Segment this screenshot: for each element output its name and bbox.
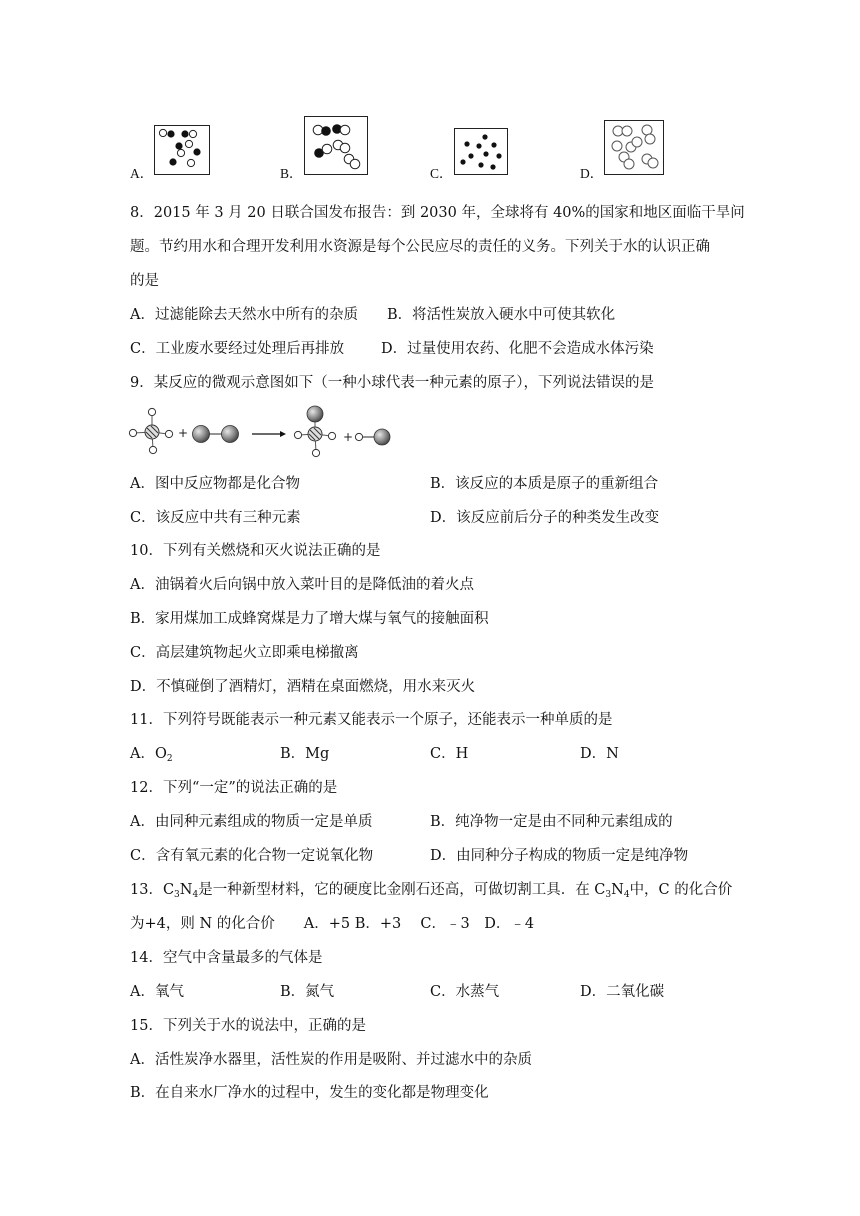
q12-option-b: B．纯净物一定是由不同种元素组成的 (430, 814, 673, 830)
q13-text-5: 中，C 的化合价 (629, 882, 733, 898)
q7-option-a-label: A． (130, 166, 154, 181)
q14-option-d: D．二氧化碳 (580, 984, 665, 1000)
q11-option-d: D．N (580, 746, 619, 762)
q10-option-b: B．家用煤加工成蜂窝煤是力了增大煤与氧气的接触面积 (130, 611, 489, 627)
q13-text-3: 是一种新型材料，它的硬度比金刚石还高，可做切割工具．在 C (198, 882, 606, 898)
q8-option-c: C．工业废水要经过处理后再排放 (130, 341, 345, 357)
q7-option-d-label: D． (580, 166, 604, 181)
q15-option-b: B．在自来水厂净水的过程中，发生的变化都是物理变化 (130, 1085, 489, 1101)
q9-option-c: C．该反应中共有三种元素 (130, 510, 301, 526)
q8-stem-line-2: 题。节约用水和合理开发利用水资源是每个公民应尽的责任的义务。下列关于水的认识正确 (130, 239, 710, 255)
q10-option-c: C．高层建筑物起火立即乘电梯撤离 (130, 645, 359, 661)
q12-option-a: A．由同种元素组成的物质一定是单质 (130, 814, 373, 830)
q9-option-b: B．该反应的本质是原子的重新组合 (430, 476, 659, 492)
q8-option-b: B．将活性炭放入硬水中可使其软化 (387, 307, 616, 323)
q8-option-a: A．过滤能除去天然水中所有的杂质 (130, 307, 358, 323)
q11-option-c: C．H (430, 746, 469, 762)
q15-stem: 15．下列关于水的说法中，正确的是 (130, 1018, 366, 1034)
svg-text:+: + (343, 430, 354, 444)
q12-stem: 12．下列“一定”的说法正确的是 (130, 780, 338, 796)
q11-option-a-text: A．O (130, 746, 167, 762)
q13-sub-4: 4 (623, 890, 630, 900)
q13-sub-1: 3 (174, 890, 180, 900)
q10-stem: 10．下列有关燃烧和灭火说法正确的是 (130, 543, 381, 559)
q13-text-2: N (179, 882, 193, 898)
q14-option-c: C．水蒸气 (430, 984, 500, 1000)
q8-stem-line-3: 的是 (130, 273, 159, 289)
q11-option-b: B．Mg (280, 746, 330, 762)
q12-option-c: C．含有氧元素的化合物一定说氧化物 (130, 848, 374, 864)
q11-option-a (130, 744, 173, 769)
q9-option-d: D．该反应前后分子的种类发生改变 (430, 510, 660, 526)
q13-sub-3: 3 (605, 890, 612, 900)
q15-option-a: A．活性炭净水器里，活性炭的作用是吸附、并过滤水中的杂质 (130, 1052, 532, 1068)
q10-option-d: D．不慎碰倒了酒精灯，酒精在桌面燃烧，用水来灭火 (130, 679, 476, 695)
q13-stem-line-1 (130, 880, 732, 905)
q7-option-d-diagram (604, 120, 664, 175)
q7-option-b-label: B． (280, 166, 303, 181)
q7-option-c-label: C． (430, 166, 453, 181)
q14-option-a: A．氧气 (130, 984, 184, 1000)
q7-option-c-diagram (454, 128, 508, 175)
q7-option-a-diagram (154, 125, 210, 175)
q14-option-b: B．氮气 (280, 984, 335, 1000)
q8-stem-line-1: 8．2015 年 3 月 20 日联合国发布报告：到 2030 年，全球将有 40%的国家和地区面临干旱问 (130, 205, 745, 221)
svg-text:+: + (178, 426, 189, 440)
q13-stem-line-2: 为+4，则 N 的化合价 A．+5 B．+3 C．﹣3 D．﹣4 (130, 916, 535, 932)
q14-stem: 14．空气中含量最多的气体是 (130, 950, 323, 966)
q10-option-a: A．油锅着火后向锅中放入菜叶目的是降低油的着火点 (130, 577, 474, 593)
q13-sub-2: 4 (192, 890, 199, 900)
q8-option-d: D．过量使用农药、化肥不会造成水体污染 (381, 341, 654, 357)
q9-reaction-diagram (128, 404, 398, 462)
q13-text-1: 13．C (130, 882, 175, 898)
q12-option-d: D．由同种分子构成的物质一定是纯净物 (430, 848, 689, 864)
q11-option-a-subscript: 2 (166, 754, 173, 764)
q11-stem: 11．下列符号既能表示一种元素又能表示一个原子，还能表示一种单质的是 (130, 712, 613, 728)
q9-option-a: A．图中反应物都是化合物 (130, 476, 300, 492)
q9-stem: 9．某反应的微观示意图如下（一种小球代表一种元素的原子），下列说法错误的是 (130, 375, 654, 391)
q7-option-b-diagram (304, 116, 368, 175)
q13-text-4: N (611, 882, 624, 898)
